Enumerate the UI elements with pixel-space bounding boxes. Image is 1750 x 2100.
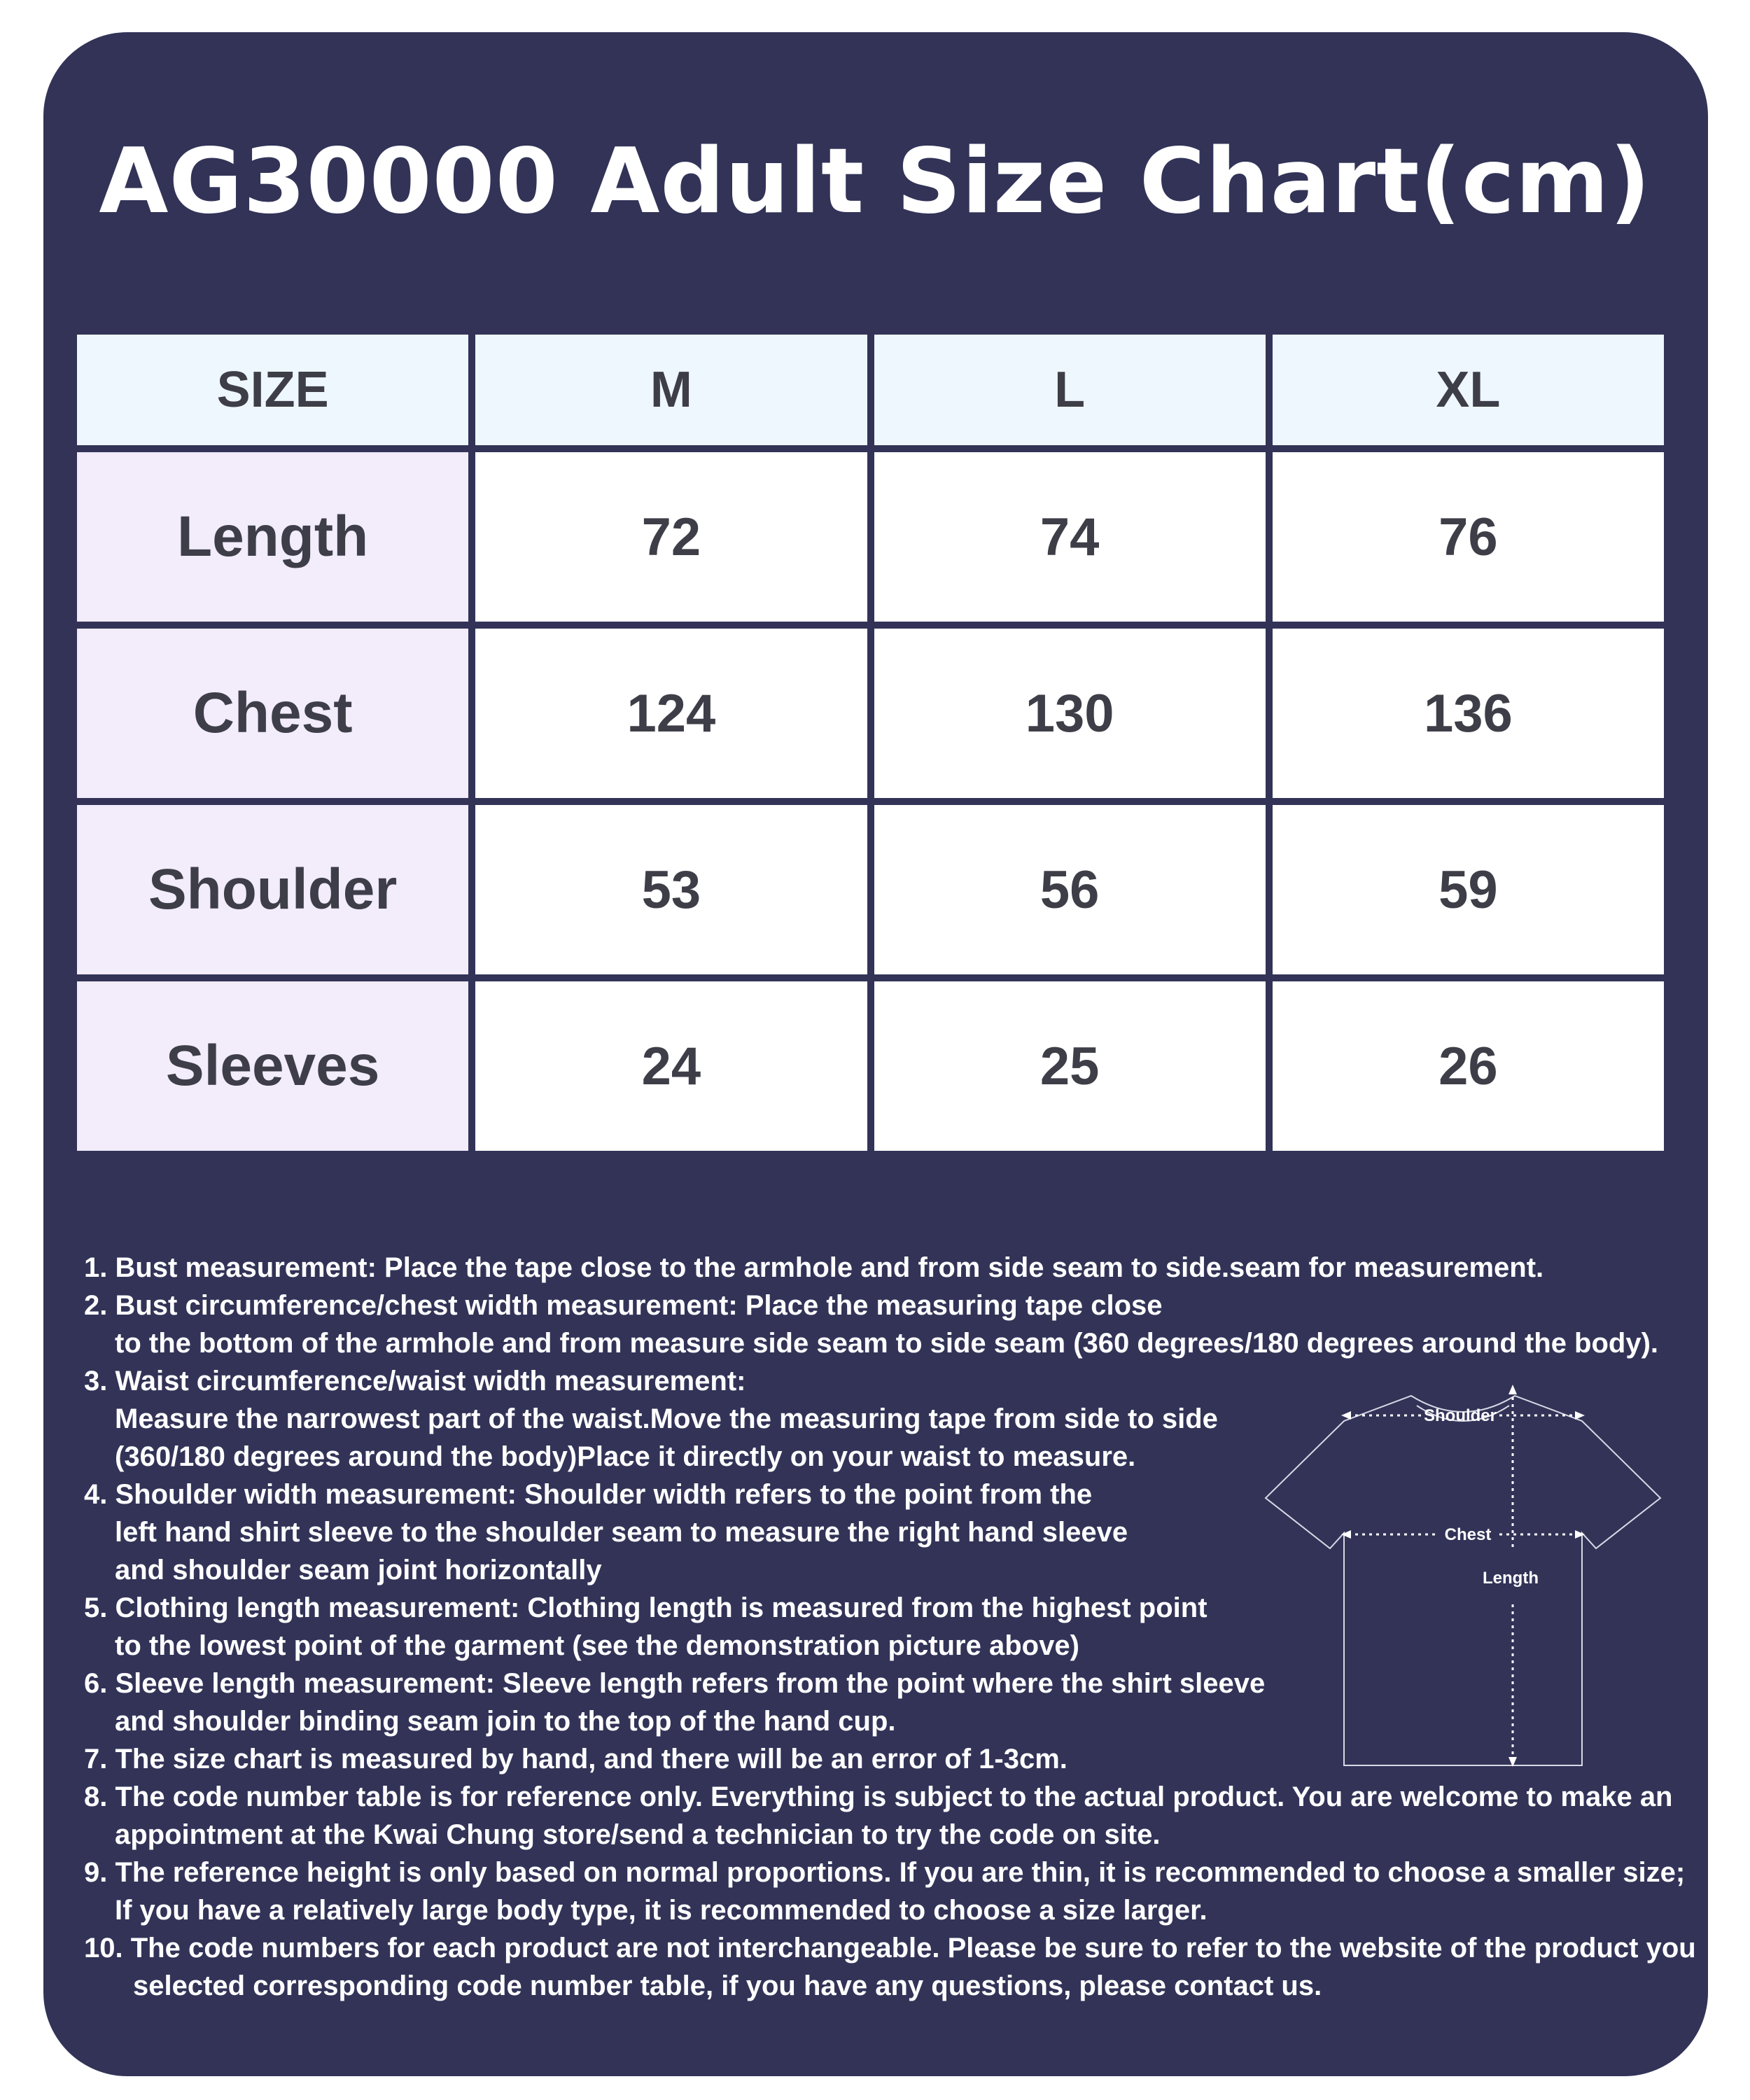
table-cell: 76 (1273, 452, 1664, 622)
table-header-cell: L (874, 335, 1266, 445)
table-header-cell: XL (1273, 335, 1664, 445)
table-cell: 53 (475, 805, 867, 974)
table-row (77, 629, 1664, 798)
note-line: selected corresponding code number table, if you have any questions, please contact us. (133, 1970, 1322, 2001)
table-cell: 24 (475, 981, 867, 1151)
note-line: 3. Waist circumference/waist width measurement: (84, 1366, 746, 1396)
table-cell: 136 (1273, 629, 1664, 798)
note-line: to the lowest point of the garment (see the demonstration picture above) (115, 1630, 1079, 1661)
row-label-chest: Chest (77, 629, 468, 798)
table-cell: 59 (1273, 805, 1664, 974)
table-cell: 72 (475, 452, 867, 622)
note-line: (360/180 degrees around the body)Place it directly on your waist to measure. (115, 1441, 1136, 1472)
note-line: 6. Sleeve length measurement: Sleeve length refers from the point where the shirt sleeve (84, 1668, 1266, 1699)
tshirt-outline-icon (1266, 1396, 1660, 1765)
row-label-sleeves: Sleeves (77, 981, 468, 1151)
note-line: If you have a relatively large body type, it is recommended to choose a size larger. (115, 1895, 1208, 1926)
table-cell: 56 (874, 805, 1266, 974)
note-line: 4. Shoulder width measurement: Shoulder width refers to the point from the (84, 1479, 1093, 1510)
note-line: 8. The code number table is for reference only. Everything is subject to the actual product. You are welcome to make an (84, 1782, 1673, 1812)
row-label-shoulder: Shoulder (77, 805, 468, 974)
table-header-cell: M (475, 335, 867, 445)
shoulder-label: Shoulder (1423, 1406, 1497, 1425)
chest-label: Chest (1444, 1525, 1492, 1544)
table-row (77, 981, 1664, 1151)
note-line: to the bottom of the armhole and from measure side seam to side seam (360 degrees/180 degrees around the body). (115, 1328, 1659, 1359)
table-cell: 26 (1273, 981, 1664, 1151)
table-cell: 25 (874, 981, 1266, 1151)
page-title: AG30000 Adult Size Chart(cm) (99, 130, 1651, 234)
table-cell: 74 (874, 452, 1266, 622)
note-line: 10. The code numbers for each product are not interchangeable. Please be sure to refer to the website of the product you (84, 1933, 1696, 1963)
note-line: and shoulder seam joint horizontally (115, 1555, 602, 1586)
table-row (77, 805, 1664, 974)
tshirt-measurement-diagram (1246, 1380, 1680, 1779)
note-line: 5. Clothing length measurement: Clothing length is measured from the highest point (84, 1592, 1208, 1623)
length-label: Length (1483, 1569, 1539, 1588)
arrowheads (1341, 1385, 1585, 1767)
note-line: 2. Bust circumference/chest width measurement: Place the measuring tape close (84, 1290, 1163, 1321)
note-line: 9. The reference height is only based on normal proportions. If you are thin, it is recommended to choose a smaller size; (84, 1857, 1686, 1888)
note-line: appointment at the Kwai Chung store/send a technician to try the code on site. (115, 1819, 1161, 1850)
row-label-length: Length (77, 452, 468, 622)
note-line: Measure the narrowest part of the waist.Move the measuring tape from side to side (115, 1404, 1218, 1434)
table-cell: 124 (475, 629, 867, 798)
note-line: 1. Bust measurement: Place the tape close to the armhole and from side seam to side.seam for measurement. (84, 1252, 1544, 1283)
note-line: left hand shirt sleeve to the shoulder seam to measure the right hand sleeve (115, 1517, 1128, 1548)
size-table (70, 328, 1671, 1158)
table-row (77, 452, 1664, 622)
note-line: 7. The size chart is measured by hand, and there will be an error of 1-3cm. (84, 1744, 1068, 1774)
measure-lines (1348, 1390, 1578, 1762)
table-header-cell: SIZE (77, 335, 468, 445)
note-line: and shoulder binding seam join to the top of the hand cup. (115, 1706, 896, 1737)
table-header-row (77, 335, 1664, 445)
table-cell: 130 (874, 629, 1266, 798)
